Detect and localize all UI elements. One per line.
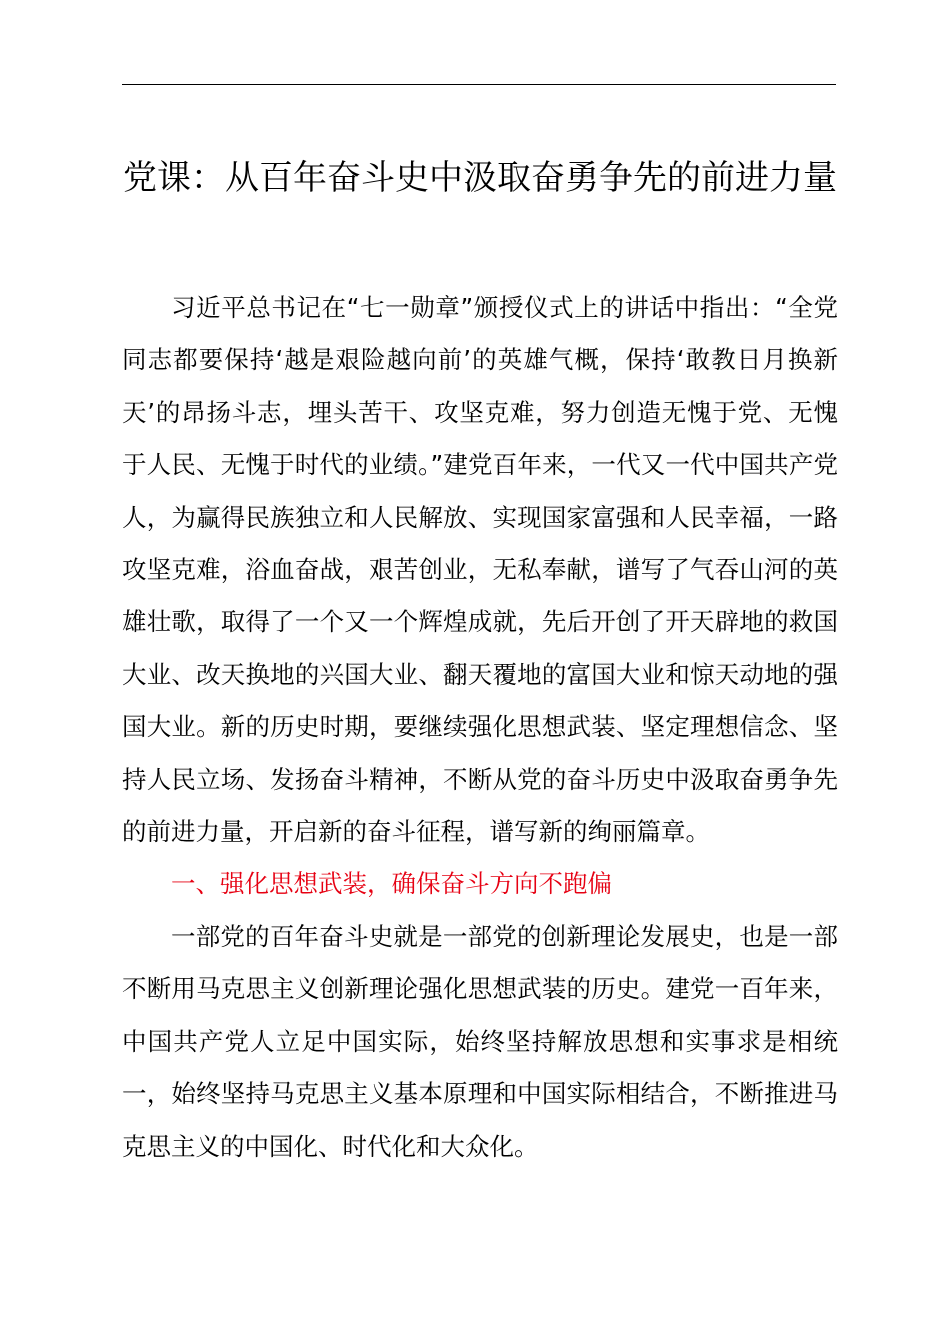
section-paragraph-1: 一部党的百年奋斗史就是一部党的创新理论发展史，也是一部不断用马克思主义创新理论强化思想武装的历史。建党一百年来，中国共产党人立足中国实际，始终坚持解放思想和实事求是相统一，始终坚持马克思主义基本原理和中国实际相结合，不断推进马克思主义的中国化、时代化和大众化。 xyxy=(122,921,838,1161)
intro-paragraph: 习近平总书记在“七一勋章”颁授仪式上的讲话中指出：“全党同志都要保持‘越是艰险越向前’的英雄气概，保持‘敢教日月换新天’的昂扬斗志，埋头苦干、攻坚克难，努力创造无愧于党、无愧于人民、无愧于时代的业绩。”建党百年来，一代又一代中国共产党人，为赢得民族独立和人民解放、实现国家富强和人民幸福，一路攻坚克难，浴血奋战，艰苦创业，无私奉献，谱写了气吞山河的英雄壮歌，取得了一个又一个辉煌成就，先后开创了开天辟地的救国大业、改天换地的兴国大业、翻天覆地的富国大业和惊天动地的强国大业。新的历史时期，要继续强化思想武装、坚定理想信念、坚持人民立场、发扬奋斗精神，不断从党的奋斗历史中汲取奋勇争先的前进力量，开启新的奋斗征程，谱写新的绚丽篇章。 xyxy=(122,293,838,847)
section-heading-1: 一、强化思想武装，确保奋斗方向不跑偏 xyxy=(171,869,612,899)
document-title: 党课：从百年奋斗史中汲取奋勇争先的前进力量 xyxy=(123,158,837,198)
header-rule xyxy=(122,84,836,85)
document-body xyxy=(122,282,838,1173)
